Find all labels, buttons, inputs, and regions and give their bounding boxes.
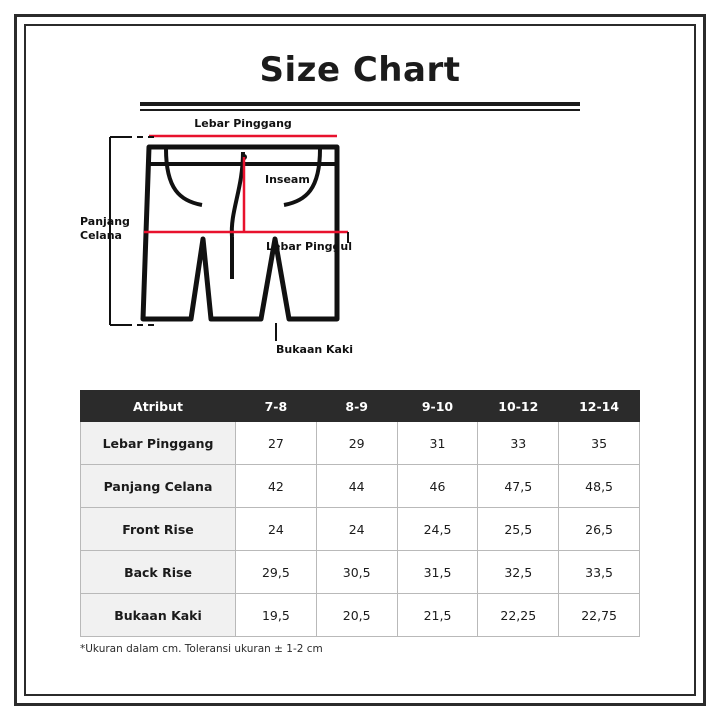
cell-back-rise-8-9: 30,5 — [316, 551, 397, 594]
title-rule-thick — [140, 102, 580, 106]
title-rule-thin — [140, 109, 580, 111]
page-title: Size Chart — [259, 50, 461, 90]
label-leg-opening: Bukaan Kaki — [276, 343, 354, 356]
cell-bukaan-kaki-7-8: 19,5 — [236, 594, 317, 637]
title-underline — [140, 102, 580, 111]
label-hip-width: Lebar Pinggul — [266, 240, 353, 253]
column-header-size-7-8: 7-8 — [236, 391, 317, 422]
table-row — [81, 508, 640, 551]
table-row — [81, 465, 640, 508]
table-row — [81, 551, 640, 594]
cell-bukaan-kaki-9-10: 21,5 — [397, 594, 478, 637]
cell-bukaan-kaki-10-12: 22,25 — [478, 594, 559, 637]
label-length-line2: Celana — [80, 229, 122, 242]
cell-lebar-pinggang-12-14: 35 — [559, 422, 640, 465]
cell-back-rise-9-10: 31,5 — [397, 551, 478, 594]
label-length-line1: Panjang — [80, 215, 130, 228]
page-content — [40, 38, 680, 682]
table-row — [81, 594, 640, 637]
fly-seam-icon — [232, 152, 243, 279]
cell-back-rise-7-8: 29,5 — [236, 551, 317, 594]
column-header-size-8-9: 8-9 — [316, 391, 397, 422]
column-header-size-10-12: 10-12 — [478, 391, 559, 422]
cell-lebar-pinggang-9-10: 31 — [397, 422, 478, 465]
cell-lebar-pinggang-7-8: 27 — [236, 422, 317, 465]
cell-bukaan-kaki-12-14: 22,75 — [559, 594, 640, 637]
cell-front-rise-7-8: 24 — [236, 508, 317, 551]
row-label-bukaan-kaki: Bukaan Kaki — [81, 594, 236, 637]
cell-back-rise-10-12: 32,5 — [478, 551, 559, 594]
size-footnote: *Ukuran dalam cm. Toleransi ukuran ± 1-2 cm — [80, 643, 323, 655]
cell-front-rise-8-9: 24 — [316, 508, 397, 551]
column-header-size-12-14: 12-14 — [559, 391, 640, 422]
cell-panjang-celana-7-8: 42 — [236, 465, 317, 508]
cell-front-rise-9-10: 24,5 — [397, 508, 478, 551]
size-table — [80, 390, 640, 637]
column-header-size-9-10: 9-10 — [397, 391, 478, 422]
label-waist-width: Lebar Pinggang — [194, 119, 292, 130]
cell-panjang-celana-8-9: 44 — [316, 465, 397, 508]
cell-bukaan-kaki-8-9: 20,5 — [316, 594, 397, 637]
table-row — [81, 422, 640, 465]
cell-front-rise-10-12: 25,5 — [478, 508, 559, 551]
table-header-row — [81, 391, 640, 422]
shorts-measurement-diagram — [40, 119, 680, 384]
cell-back-rise-12-14: 33,5 — [559, 551, 640, 594]
column-header-attribute: Atribut — [81, 391, 236, 422]
cell-panjang-celana-10-12: 47,5 — [478, 465, 559, 508]
size-table-head — [81, 391, 640, 422]
cell-lebar-pinggang-8-9: 29 — [316, 422, 397, 465]
row-label-panjang-celana: Panjang Celana — [81, 465, 236, 508]
row-label-back-rise: Back Rise — [81, 551, 236, 594]
row-label-lebar-pinggang: Lebar Pinggang — [81, 422, 236, 465]
measure-lines — [144, 136, 348, 232]
cell-panjang-celana-9-10: 46 — [397, 465, 478, 508]
cell-front-rise-12-14: 26,5 — [559, 508, 640, 551]
row-label-front-rise: Front Rise — [81, 508, 236, 551]
cell-lebar-pinggang-10-12: 33 — [478, 422, 559, 465]
size-table-body — [81, 422, 640, 637]
cell-panjang-celana-12-14: 48,5 — [559, 465, 640, 508]
label-inseam: Inseam — [265, 173, 310, 186]
